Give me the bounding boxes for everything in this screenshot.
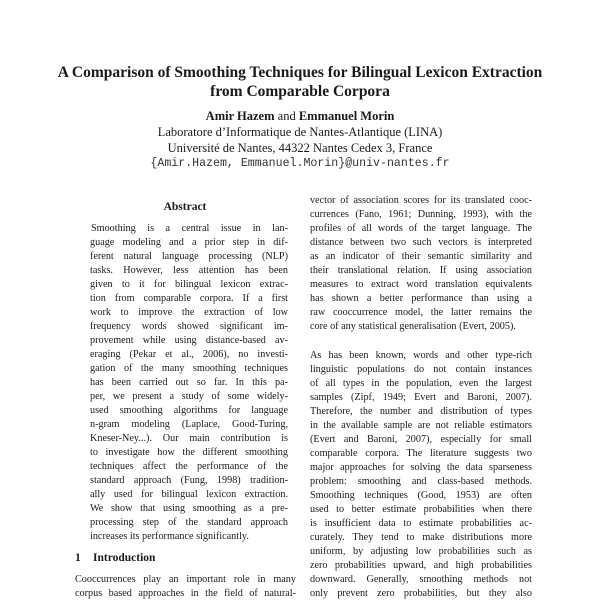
body-line: As has been known, words and other type-rich bbox=[310, 350, 532, 361]
abstract-line: n-gram modeling (Laplace, Good-Turing, bbox=[90, 419, 288, 430]
abstract-line: tion from comparable corpora. If a first bbox=[90, 293, 288, 304]
body-line: (Evert and Baroni, 2007), especially for small bbox=[310, 434, 532, 445]
abstract-line: provement while using distance-based av- bbox=[90, 335, 288, 346]
author-line bbox=[0, 108, 600, 124]
abstract-line: standard approach (Fung, 1998) tradition- bbox=[90, 475, 288, 486]
body-line: Therefore, the number and distribution of types bbox=[310, 406, 532, 417]
section-number: 1 bbox=[75, 552, 81, 564]
abstract-line: tasks. However, less attention has been bbox=[90, 265, 288, 276]
body-line: downward. Generally, smoothing methods not bbox=[310, 574, 532, 585]
abstract-line: We show that using smoothing as a pre- bbox=[90, 503, 288, 514]
author-name: Amir Hazem bbox=[205, 109, 275, 123]
body-line: only prevent zero probabilities, but they also bbox=[310, 588, 532, 599]
abstract-line: work to improve the extraction of low bbox=[90, 307, 288, 318]
abstract-line: ally used for bilingual lexicon extraction. bbox=[90, 489, 288, 500]
body-line: in the available sample are not reliable estimators bbox=[310, 420, 532, 431]
body-line: Smoothing techniques (Good, 1953) are often bbox=[310, 490, 532, 501]
body-line: their translational relation. If using association bbox=[310, 265, 532, 276]
abstract-line: per, we present a study of some widely- bbox=[90, 391, 288, 402]
abstract-line: frequency words showed significant im- bbox=[90, 321, 288, 332]
affiliation-lab: Laboratore d’Informatique de Nantes-Atlantique (LINA) bbox=[157, 125, 443, 139]
intro-line: corpus based approaches in the field of natural- bbox=[75, 588, 296, 599]
body-line: used to better estimate probabilities when there bbox=[310, 504, 532, 515]
body-line: vector of association scores for its translated cooc- bbox=[310, 195, 532, 206]
body-line: linguistic populations do not contain instances bbox=[310, 364, 532, 375]
abstract-heading: Abstract bbox=[163, 201, 207, 213]
body-line: core of any statistical generalisation (Evert, 2005). bbox=[310, 321, 516, 332]
abstract-line: guage modeling and a prior step in dif- bbox=[90, 237, 288, 248]
intro-line: Cooccurrences play an important role in many bbox=[75, 574, 296, 585]
body-line: has shown a better performance than using a bbox=[310, 293, 532, 304]
body-line: distance between two such vectors is interpreted bbox=[310, 237, 532, 248]
abstract-line: to investigate how the different smoothing bbox=[90, 447, 288, 458]
body-line: measures to extract word translation equivalents bbox=[310, 279, 532, 290]
body-line: profiles of all words of the target language. The bbox=[310, 223, 532, 234]
body-line: uniform, by adjusting low probabilities such as bbox=[310, 546, 532, 557]
abstract-line: eraging (Pekar et al., 2006), no investi- bbox=[90, 349, 288, 360]
abstract-line: ferent natural language processing (NLP) bbox=[90, 251, 288, 262]
abstract-line: given to it for bilingual lexicon extrac- bbox=[90, 279, 288, 290]
body-line: is insufficient data to estimate probabilities ac- bbox=[310, 518, 532, 529]
body-line: raw cooccurrence model, the latter remains the bbox=[310, 307, 532, 318]
author-email: {Amir.Hazem, Emmanuel.Morin}@univ-nantes.fr bbox=[150, 157, 450, 170]
body-line: comparable corpora. The literature suggests two bbox=[310, 448, 532, 459]
abstract-line: Smoothing is a central issue in lan- bbox=[91, 223, 288, 234]
paper-title-line-1: A Comparison of Smoothing Techniques for Bilingual Lexicon Extraction bbox=[57, 64, 543, 81]
author-conjunction: and bbox=[277, 109, 296, 123]
section-title: Introduction bbox=[93, 552, 156, 564]
abstract-line: techniques affect the performance of the bbox=[90, 461, 288, 472]
affiliation-university: Université de Nantes, 44322 Nantes Cedex 3, France bbox=[167, 141, 433, 155]
body-line: currences (Fano, 1961; Dunning, 1993), with the bbox=[310, 209, 532, 220]
body-line: zero probabilities upward, and high probabilities bbox=[310, 560, 532, 571]
body-line: curately. They tend to make distributions more bbox=[310, 532, 532, 543]
body-line: problem: smoothing and class-based methods. bbox=[310, 476, 532, 487]
abstract-line: Kneser-Ney...). Our main contribution is bbox=[90, 433, 288, 444]
abstract-line: processing step of the standard approach bbox=[90, 517, 288, 528]
paper-title-line-2: from Comparable Corpora bbox=[210, 83, 390, 100]
abstract-line: used smoothing algorithms for language bbox=[90, 405, 288, 416]
abstract-line: gation of the many smoothing techniques bbox=[90, 363, 288, 374]
author-name: Emmanuel Morin bbox=[298, 109, 395, 123]
body-line: of all types in the population, even the largest bbox=[310, 378, 532, 389]
section-heading-introduction bbox=[75, 551, 155, 565]
body-line: samples (Zipf, 1949; Evert and Baroni, 2007). bbox=[310, 392, 532, 403]
abstract-line: increases its performance significantly. bbox=[90, 531, 249, 542]
body-line: as an indicator of their semantic similarity and bbox=[310, 251, 532, 262]
body-line: major approaches for solving the data sparseness bbox=[310, 462, 532, 473]
abstract-line: has been carried out so far. In this pa- bbox=[90, 377, 288, 388]
